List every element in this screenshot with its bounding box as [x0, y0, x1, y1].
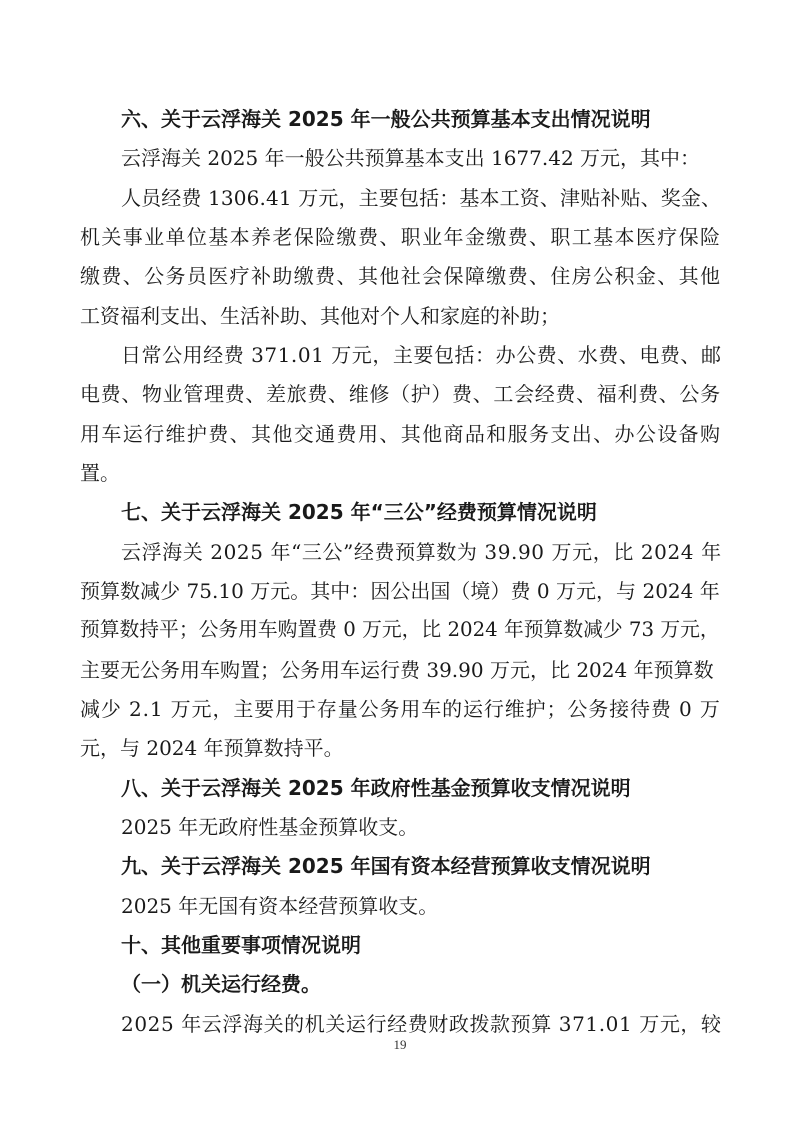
section-6-heading: 六、关于云浮海关 2025 年一般公共预算基本支出情况说明: [121, 107, 651, 131]
section-6-paragraph-2-line-2: 机关事业单位基本养老保险缴费、职业年金缴费、职工基本医疗保险: [80, 225, 722, 249]
section-7-paragraph-line-6: 元，与 2024 年预算数持平。: [80, 736, 344, 760]
section-10-heading: 十、其他重要事项情况说明: [121, 933, 361, 957]
section-7-heading: 七、关于云浮海关 2025 年“三公”经费预算情况说明: [121, 500, 597, 524]
section-7-paragraph-line-1: 云浮海关 2025 年“三公”经费预算数为 39.90 万元，比 2024 年: [121, 540, 722, 564]
section-6-paragraph-2-line-4: 工资福利支出、生活补助、其他对个人和家庭的补助；: [80, 304, 560, 328]
section-6-paragraph-3-line-1: 日常公用经费 371.01 万元，主要包括：办公费、水费、电费、邮: [121, 343, 722, 367]
page-number: 19: [393, 1037, 407, 1052]
section-6-paragraph-3-line-3: 用车运行维护费、其他交通费用、其他商品和服务支出、办公设备购: [80, 422, 722, 446]
section-7-paragraph-line-2: 预算数减少 75.10 万元。其中：因公出国（境）费 0 万元，与 2024 年: [80, 579, 720, 603]
section-6-paragraph-3-line-2: 电费、物业管理费、差旅费、维修（护）费、工会经费、福利费、公务: [80, 382, 721, 406]
section-6-paragraph-3-line-4: 置。: [80, 461, 120, 485]
section-10-paragraph-line-1: 2025 年云浮海关的机关运行经费财政拨款预算 371.01 万元，较: [121, 1012, 722, 1036]
section-8-paragraph: 2025 年无政府性基金预算收支。: [121, 815, 419, 839]
section-8-heading: 八、关于云浮海关 2025 年政府性基金预算收支情况说明: [121, 776, 631, 800]
section-7-paragraph-line-4: 主要无公务用车购置；公务用车运行费 39.90 万元，比 2024 年预算数: [80, 658, 714, 682]
section-9-paragraph: 2025 年无国有资本经营预算收支。: [121, 894, 439, 918]
section-6-paragraph-2-line-1: 人员经费 1306.41 万元，主要包括：基本工资、津贴补贴、奖金、: [121, 186, 722, 210]
section-6-paragraph-1: 云浮海关 2025 年一般公共预算基本支出 1677.42 万元，其中：: [121, 146, 701, 170]
section-10-subheading-1: （一）机关运行经费。: [121, 972, 321, 996]
section-9-heading: 九、关于云浮海关 2025 年国有资本经营预算收支情况说明: [121, 854, 651, 878]
section-7-paragraph-line-5: 减少 2.1 万元，主要用于存量公务用车的运行维护；公务接待费 0 万: [80, 697, 721, 721]
section-7-paragraph-line-3: 预算数持平；公务用车购置费 0 万元，比 2024 年预算数减少 73 万元，: [80, 618, 720, 641]
section-6-paragraph-2-line-3: 缴费、公务员医疗补助缴费、其他社会保障缴费、住房公积金、其他: [80, 264, 722, 288]
